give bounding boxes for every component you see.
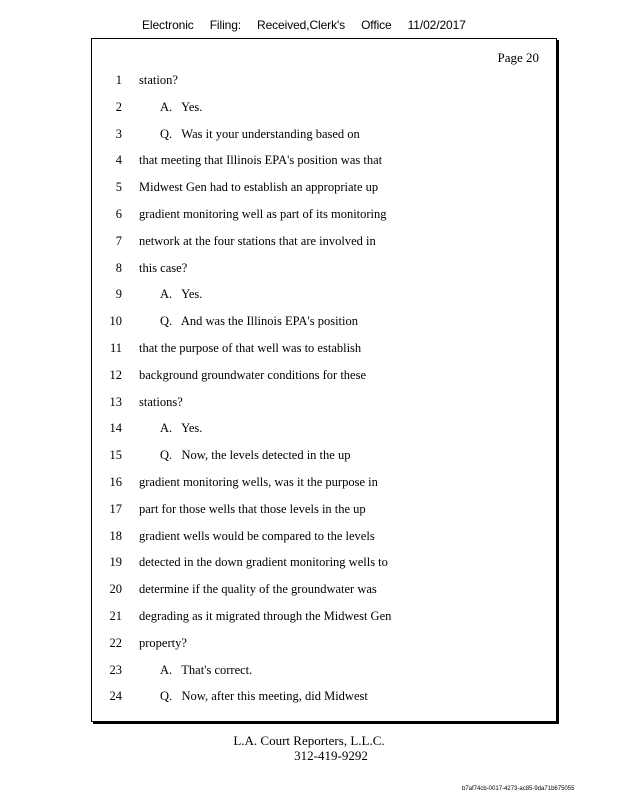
line-number: 21 xyxy=(109,609,122,623)
filing-word-filing: Filing: xyxy=(209,18,242,32)
line-number: 2 xyxy=(115,99,122,114)
reporter-phone: 312-419-9292 xyxy=(294,748,368,763)
line-text: stations? xyxy=(139,394,183,409)
transcript-line xyxy=(92,689,552,705)
line-number: 1 xyxy=(115,73,122,87)
line-text: that meeting that Illinois EPA's position was that xyxy=(139,153,383,168)
line-text: station? xyxy=(139,73,178,87)
transcript-line xyxy=(92,287,552,303)
transcript-line xyxy=(92,100,552,116)
transcript-line xyxy=(92,475,552,491)
line-number: 3 xyxy=(115,126,122,141)
line-number: 20 xyxy=(109,582,122,597)
line-text: Q. Now, the levels detected in the up xyxy=(160,448,351,463)
filing-date: 11/02/2017 xyxy=(407,18,466,32)
line-number: 18 xyxy=(109,528,122,543)
line-number: 14 xyxy=(109,421,122,436)
line-text: Q. Was it your understanding based on xyxy=(160,126,360,141)
line-number: 22 xyxy=(109,635,122,650)
line-number: 12 xyxy=(109,367,122,382)
footer xyxy=(0,733,618,763)
line-number: 23 xyxy=(109,662,122,677)
transcript-line xyxy=(92,180,552,196)
filing-word-received: Received,Clerk's xyxy=(257,18,346,32)
line-number: 7 xyxy=(115,233,122,248)
filing-word-office: Office xyxy=(361,18,392,32)
transcript-line xyxy=(92,529,552,545)
line-number: 19 xyxy=(109,555,122,570)
transcript-line xyxy=(92,341,552,357)
line-number: 15 xyxy=(109,448,122,463)
line-text: that the purpose of that well was to establish xyxy=(139,341,362,355)
transcript-line xyxy=(92,448,552,464)
transcript-line xyxy=(92,314,552,330)
line-text: gradient wells would be compared to the levels xyxy=(139,528,375,543)
transcript-line xyxy=(92,555,552,571)
transcript-line xyxy=(92,502,552,518)
line-number: 10 xyxy=(109,314,122,329)
transcript-line xyxy=(92,663,552,679)
transcript-line xyxy=(92,582,552,598)
line-text: A. Yes. xyxy=(160,99,203,114)
transcript-line xyxy=(92,73,552,89)
line-number: 16 xyxy=(109,475,122,489)
line-number: 6 xyxy=(115,207,122,221)
transcript-line xyxy=(92,234,552,250)
transcript-line xyxy=(92,153,552,169)
filing-header xyxy=(142,18,466,32)
page-number: Page 20 xyxy=(497,50,539,65)
line-number: 24 xyxy=(109,689,122,704)
line-number: 11 xyxy=(109,341,122,355)
line-number: 5 xyxy=(115,180,122,195)
reporter-company: L.A. Court Reporters, L.L.C. xyxy=(233,733,385,748)
line-text: network at the four stations that are involved in xyxy=(139,233,376,248)
line-text: degrading as it migrated through the Midwest Gen xyxy=(139,609,392,623)
transcript-line xyxy=(92,127,552,143)
line-text: detected in the down gradient monitoring wells to xyxy=(139,555,388,570)
line-text: property? xyxy=(139,635,187,650)
transcript-line xyxy=(92,207,552,223)
line-number: 9 xyxy=(115,287,122,302)
line-number: 17 xyxy=(109,501,122,516)
line-text: Q. And was the Illinois EPA's position xyxy=(160,314,358,329)
line-text: A. Yes. xyxy=(160,421,203,436)
transcript-line xyxy=(92,421,552,437)
line-text: this case? xyxy=(139,260,188,275)
transcript-line xyxy=(92,261,552,277)
line-text: gradient monitoring well as part of its monitoring xyxy=(139,207,387,221)
line-text: Midwest Gen had to establish an appropriate up xyxy=(139,180,379,195)
transcript-line xyxy=(92,368,552,384)
line-text: determine if the quality of the groundwater was xyxy=(139,582,377,597)
document-hash: b7af74cb-0017-4273-ac85-9da71b675055 xyxy=(462,786,575,792)
line-number: 8 xyxy=(115,260,122,275)
line-number: 13 xyxy=(109,394,122,409)
filing-word-electronic: Electronic xyxy=(142,18,194,32)
line-text: background groundwater conditions for these xyxy=(139,367,367,382)
line-text: A. Yes. xyxy=(160,287,203,302)
transcript-page xyxy=(91,38,557,722)
transcript-line xyxy=(92,636,552,652)
transcript-line xyxy=(92,609,552,625)
line-text: gradient monitoring wells, was it the purpose in xyxy=(139,475,378,489)
line-text: part for those wells that those levels in the up xyxy=(139,501,366,516)
line-number: 4 xyxy=(115,153,122,168)
transcript-line xyxy=(92,395,552,411)
line-text: A. That's correct. xyxy=(160,662,253,677)
line-text: Q. Now, after this meeting, did Midwest xyxy=(160,689,368,704)
